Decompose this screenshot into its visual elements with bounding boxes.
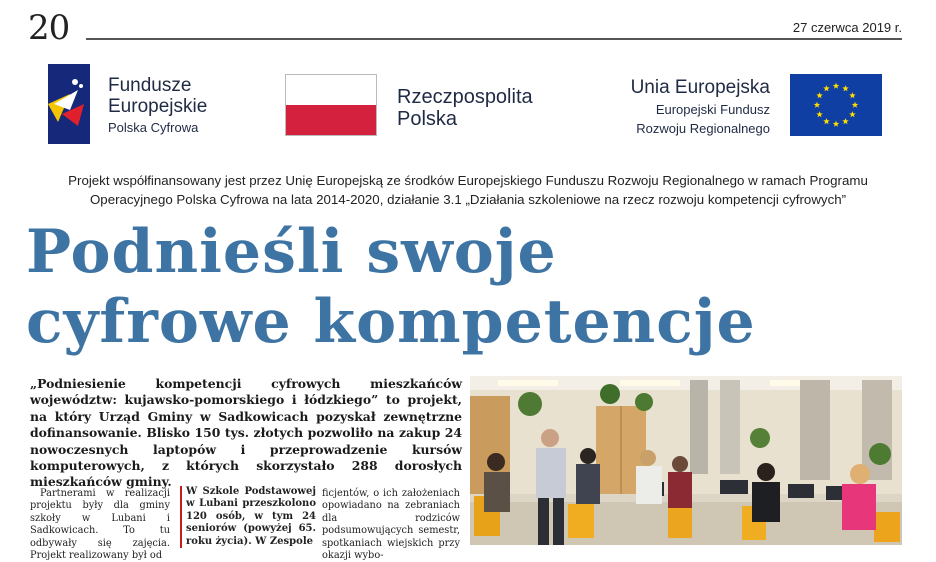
ue-sub2: Rozwoju Regionalnego xyxy=(636,121,770,136)
funding-note-line2: Operacyjnego Polska Cyfrowa na lata 2014-2020, działanie 3.1 „Działania szkoleniowe na rzecz rozwoju kompetencji cyfrowych” xyxy=(89,192,847,207)
fe-subtitle: Polska Cyfrowa xyxy=(108,120,199,135)
funding-note-line1: Projekt współfinansowany jest przez Unię Europejską ze środków Europejskiego Funduszu Rozwoju Regionalnego w ramach Programu xyxy=(68,173,868,188)
classroom-photo xyxy=(470,376,902,545)
article-lead: „Podniesienie kompetencji cyfrowych mieszkańców województw: kujawsko-pomorskiego i łódzkiego” to projekt, na który Urząd Gminy w Sadkowicach pozyskał zewnętrzne dofinansowanie. Blisko 150 tys. złotych pozwoliło na zakup 24 nowoczesnych laptopów i przeprowadzenie kursów komputerowych, z których skorzystało 288 dorosłych mieszkańców gminy. xyxy=(30,376,462,490)
header-rule xyxy=(86,38,902,40)
fe-title-line1: Fundusze xyxy=(108,75,192,96)
ue-sub1: Europejski Fundusz xyxy=(655,102,770,117)
polish-flag-icon xyxy=(285,74,377,136)
rzeczpospolita-wordmark xyxy=(397,86,533,130)
issue-date: 27 czerwca 2019 r. xyxy=(792,20,902,35)
fe-title-line2: Europejskie xyxy=(108,96,208,117)
article-column-3: ficjentów, o ich założeniach opowiadano na zebraniach dla rodziców podsumowujących semestr, spotkaniach wiejskich przy okazji wybo- xyxy=(322,488,460,562)
fundusze-europejskie-logo xyxy=(48,64,90,144)
eu-flag-icon xyxy=(790,74,882,136)
article-column-2-highlight: W Szkole Podstawowej w Lubani przeszkolono 120 osób, w tym 24 seniorów (powyżej 65. roku życia). W Zespole xyxy=(180,486,316,548)
fundusze-europejskie-wordmark xyxy=(108,75,207,137)
article-column-1 xyxy=(30,488,170,562)
column-1-paragraph: Partnerami w realizacji projektu były dla gminy szkoły w Lubani i Sadkowicach. To tu odbywały się zajęcia. Projekt realizowany był od xyxy=(30,488,170,562)
funding-note xyxy=(40,171,896,209)
page-number: 20 xyxy=(28,8,70,48)
rp-line1: Rzeczpospolita xyxy=(397,86,533,108)
article-headline xyxy=(26,217,756,357)
rp-line2: Polska xyxy=(397,108,458,130)
headline-line2: cyfrowe kompetencje xyxy=(26,287,756,357)
headline-line1: Podnieśli swoje xyxy=(26,217,557,287)
unia-europejska-wordmark xyxy=(631,77,770,137)
ue-title: Unia Europejska xyxy=(630,77,770,98)
